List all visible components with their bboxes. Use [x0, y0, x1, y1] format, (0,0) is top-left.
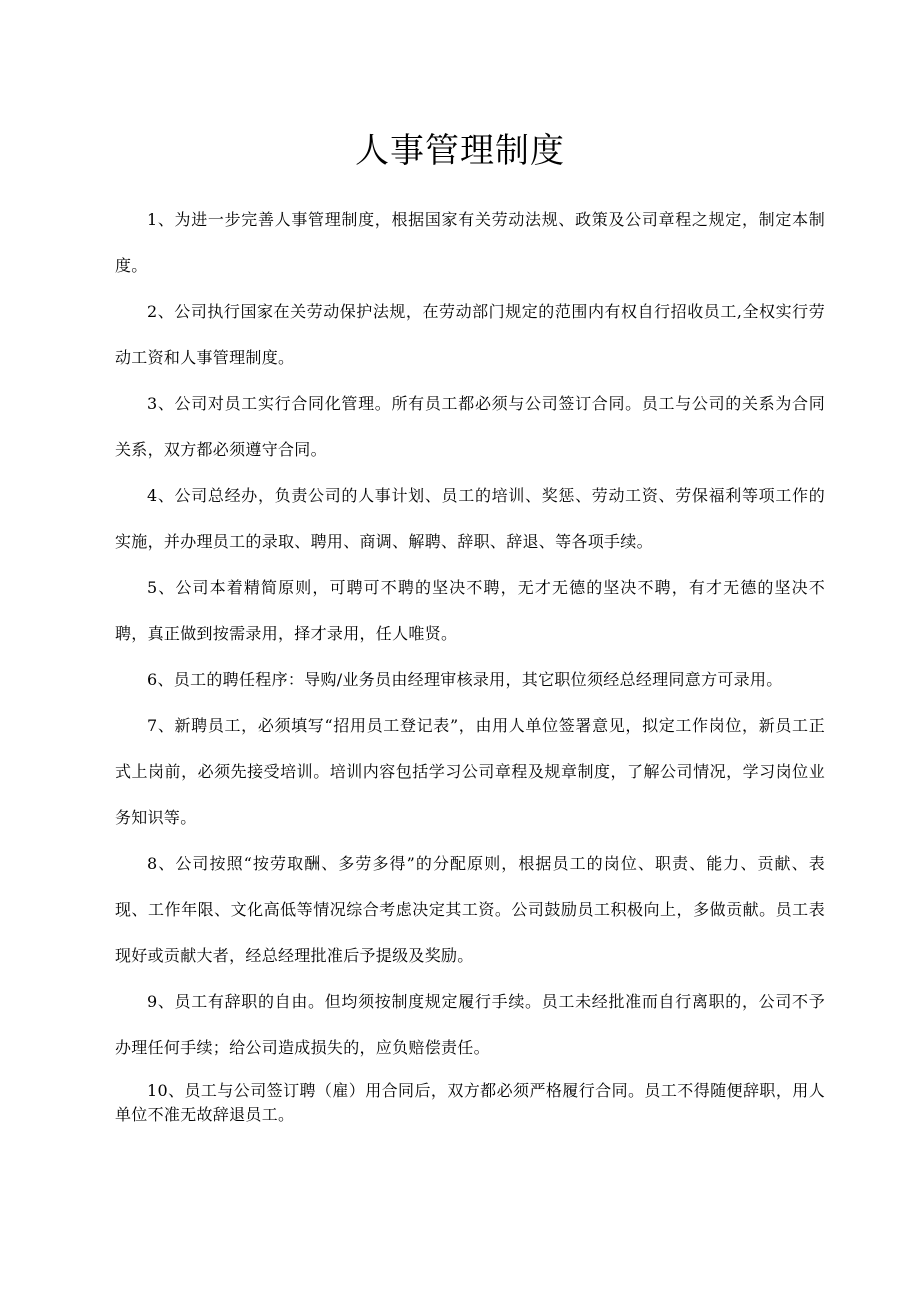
paragraph-7: 7、新聘员工，必须填写“招用员工登记表”，由用人单位签署意见，拟定工作岗位，新员工正式上岗前，必须先接受培训。培训内容包括学习公司章程及规章制度，了解公司情况，学习岗位业务知识等。	[115, 716, 825, 827]
paragraph-6: 6、员工的聘任程序：导购/业务员由经理审核录用，其它职位须经总经理同意方可录用。	[147, 670, 783, 689]
paragraph-3: 3、公司对员工实行合同化管理。所有员工都必须与公司签订合同。员工与公司的关系为合同关系，双方都必须遵守合同。	[115, 394, 825, 459]
paragraph-8: 8、公司按照“按劳取酬、多劳多得”的分配原则，根据员工的岗位、职责、能力、贡献、表现、工作年限、文化高低等情况综合考虑决定其工资。公司鼓励员工积极向上，多做贡献。员工表现好或贡献大者，经总经理批准后予提级及奖励。	[115, 854, 825, 965]
paragraph-4: 4、公司总经办，负责公司的人事计划、员工的培训、奖惩、劳动工资、劳保福利等项工作的实施，并办理员工的录取、聘用、商调、解聘、辞职、辞退、等各项手续。	[115, 486, 825, 551]
paragraph-2: 2、公司执行国家在关劳动保护法规，在劳动部门规定的范围内有权自行招收员工,全权实行劳动工资和人事管理制度。	[115, 302, 825, 367]
paragraph-5: 5、公司本着精简原则，可聘可不聘的坚决不聘，无才无德的坚决不聘，有才无德的坚决不聘，真正做到按需录用，择才录用，任人唯贤。	[115, 578, 825, 643]
paragraph-1: 1、为进一步完善人事管理制度，根据国家有关劳动法规、政策及公司章程之规定，制定本制度。	[115, 210, 825, 275]
document-body	[115, 197, 825, 1127]
paragraph-9: 9、员工有辞职的自由。但均须按制度规定履行手续。员工未经批准而自行离职的，公司不予办理任何手续；给公司造成损失的，应负赔偿责任。	[115, 992, 825, 1057]
paragraph-10: 10、员工与公司签订聘（雇）用合同后，双方都必须严格履行合同。员工不得随便辞职，用人单位不准无故辞退员工。	[115, 1081, 825, 1124]
document-title: 人事管理制度	[355, 131, 565, 171]
